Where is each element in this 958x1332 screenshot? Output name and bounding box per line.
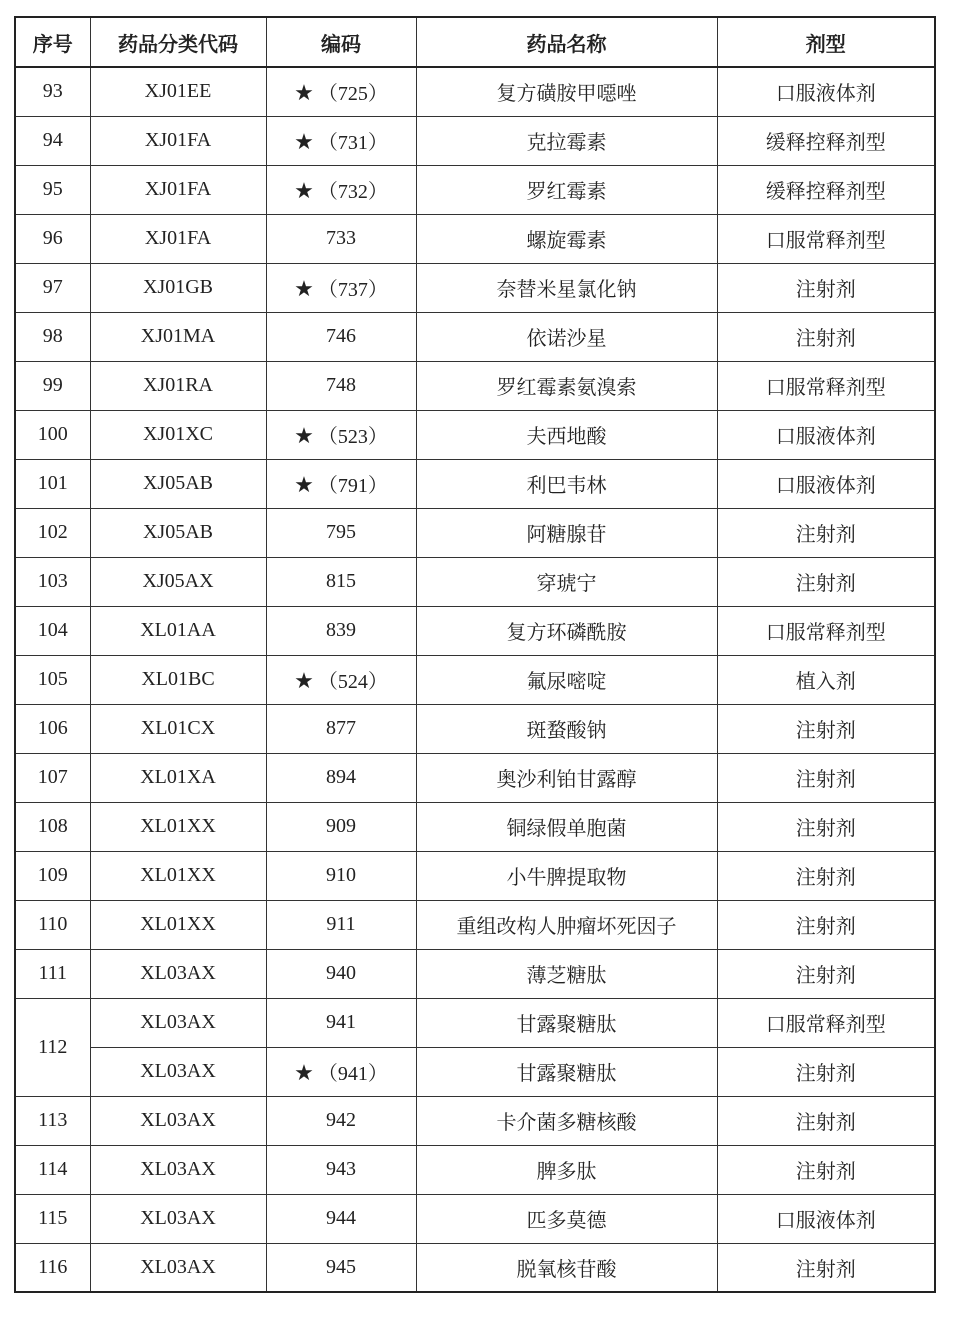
header-drug-name: 药品名称 <box>416 17 717 67</box>
code-value: 945 <box>326 1255 356 1278</box>
code-value: 944 <box>326 1207 356 1229</box>
cell-seq: 114 <box>15 1145 90 1194</box>
code-value: （725） <box>317 83 388 106</box>
cell-dosage-form: 注射剂 <box>717 1096 935 1145</box>
cell-class-code: XL01XX <box>90 900 266 949</box>
cell-class-code: XJ01EE <box>90 67 266 116</box>
cell-drug-name: 利巴韦林 <box>416 459 717 508</box>
table-row <box>15 1096 935 1145</box>
table-row <box>15 263 935 312</box>
cell-class-code: XJ05AX <box>90 557 266 606</box>
cell-dosage-form: 缓释控释剂型 <box>717 116 935 165</box>
code-value: 733 <box>326 227 356 249</box>
cell-drug-name: 甘露聚糖肽 <box>416 998 717 1047</box>
cell-dosage-form: 注射剂 <box>717 900 935 949</box>
cell-drug-name: 薄芝糖肽 <box>416 949 717 998</box>
code-value: 941 <box>326 1011 356 1033</box>
cell-dosage-form: 缓释控释剂型 <box>717 165 935 214</box>
table-row <box>15 312 935 361</box>
code-value: （731） <box>317 132 388 154</box>
code-value: （737） <box>317 279 388 301</box>
cell-class-code: XL03AX <box>90 949 266 998</box>
cell-drug-name: 斑蝥酸钠 <box>416 704 717 753</box>
table-row <box>15 557 935 606</box>
cell-seq: 103 <box>15 557 90 606</box>
cell-class-code: XL03AX <box>90 1145 266 1194</box>
table-row <box>15 655 935 704</box>
cell-code <box>266 753 416 802</box>
table-row <box>15 606 935 655</box>
cell-code <box>266 116 416 165</box>
cell-drug-name: 复方磺胺甲噁唑 <box>416 67 717 116</box>
cell-class-code: XL03AX <box>90 1096 266 1145</box>
cell-drug-name: 克拉霉素 <box>416 116 717 165</box>
cell-class-code: XJ01GB <box>90 263 266 312</box>
cell-drug-name: 螺旋霉素 <box>416 214 717 263</box>
header-code: 编码 <box>266 17 416 67</box>
table-row <box>15 1047 935 1096</box>
cell-dosage-form: 口服液体剂 <box>717 410 935 459</box>
code-value: 942 <box>326 1109 356 1131</box>
header-class-code: 药品分类代码 <box>90 17 266 67</box>
cell-code <box>266 851 416 900</box>
cell-seq: 95 <box>15 165 90 214</box>
table-row <box>15 704 935 753</box>
cell-code <box>266 312 416 361</box>
code-value: （524） <box>317 671 388 693</box>
cell-dosage-form: 注射剂 <box>717 949 935 998</box>
cell-dosage-form: 注射剂 <box>717 704 935 753</box>
table-body <box>15 67 935 1292</box>
cell-class-code: XJ01XC <box>90 410 266 459</box>
cell-seq: 113 <box>15 1096 90 1145</box>
cell-drug-name: 脾多肽 <box>416 1145 717 1194</box>
star-icon: ★ <box>294 1061 314 1086</box>
table-row <box>15 459 935 508</box>
cell-code <box>266 1096 416 1145</box>
cell-class-code: XJ05AB <box>90 508 266 557</box>
cell-dosage-form: 注射剂 <box>717 312 935 361</box>
cell-seq: 108 <box>15 802 90 851</box>
star-icon: ★ <box>294 81 314 107</box>
cell-seq: 109 <box>15 851 90 900</box>
star-icon: ★ <box>294 424 314 449</box>
cell-drug-name: 奥沙利铂甘露醇 <box>416 753 717 802</box>
cell-code <box>266 1243 416 1292</box>
cell-drug-name: 氟尿嘧啶 <box>416 655 717 704</box>
table-row <box>15 214 935 263</box>
cell-seq: 115 <box>15 1194 90 1243</box>
code-value: （732） <box>317 181 388 203</box>
cell-drug-name: 重组改构人肿瘤坏死因子 <box>416 900 717 949</box>
cell-class-code: XL03AX <box>90 998 266 1047</box>
cell-seq: 106 <box>15 704 90 753</box>
cell-drug-name: 小牛脾提取物 <box>416 851 717 900</box>
cell-code <box>266 655 416 704</box>
cell-drug-name: 夫西地酸 <box>416 410 717 459</box>
cell-code <box>266 508 416 557</box>
table-row <box>15 67 935 116</box>
cell-code <box>266 557 416 606</box>
code-value: （791） <box>317 475 388 497</box>
cell-class-code: XJ01MA <box>90 312 266 361</box>
cell-dosage-form: 口服液体剂 <box>717 459 935 508</box>
cell-class-code: XL01BC <box>90 655 266 704</box>
cell-dosage-form: 口服常释剂型 <box>717 214 935 263</box>
cell-drug-name: 复方环磷酰胺 <box>416 606 717 655</box>
code-value: 748 <box>326 374 356 396</box>
cell-dosage-form: 注射剂 <box>717 802 935 851</box>
code-value: （523） <box>317 426 388 448</box>
cell-code <box>266 263 416 312</box>
cell-dosage-form: 注射剂 <box>717 508 935 557</box>
code-value: 911 <box>326 913 356 935</box>
cell-dosage-form: 注射剂 <box>717 1047 935 1096</box>
cell-seq: 105 <box>15 655 90 704</box>
cell-code <box>266 410 416 459</box>
cell-code <box>266 361 416 410</box>
cell-drug-name: 奈替米星氯化钠 <box>416 263 717 312</box>
header-seq: 序号 <box>15 17 90 67</box>
cell-seq: 99 <box>15 361 90 410</box>
cell-drug-name: 甘露聚糖肽 <box>416 1047 717 1096</box>
cell-class-code: XJ01FA <box>90 214 266 263</box>
cell-class-code: XJ01FA <box>90 116 266 165</box>
cell-drug-name: 卡介菌多糖核酸 <box>416 1096 717 1145</box>
table-row <box>15 361 935 410</box>
cell-seq: 104 <box>15 606 90 655</box>
cell-dosage-form: 注射剂 <box>717 753 935 802</box>
cell-drug-name: 依诺沙星 <box>416 312 717 361</box>
cell-code <box>266 802 416 851</box>
code-value: 815 <box>326 570 356 592</box>
cell-seq: 102 <box>15 508 90 557</box>
star-icon: ★ <box>294 130 314 155</box>
table-row <box>15 802 935 851</box>
code-value: 910 <box>326 864 356 886</box>
table-row <box>15 165 935 214</box>
table-row <box>15 900 935 949</box>
code-value: 894 <box>326 766 356 788</box>
cell-class-code: XL01XA <box>90 753 266 802</box>
cell-class-code: XL01AA <box>90 606 266 655</box>
table-row <box>15 508 935 557</box>
code-value: （941） <box>317 1063 388 1085</box>
cell-drug-name: 罗红霉素氨溴索 <box>416 361 717 410</box>
table-row <box>15 753 935 802</box>
code-value: 943 <box>326 1158 356 1180</box>
cell-drug-name: 脱氧核苷酸 <box>416 1243 717 1292</box>
code-value: 877 <box>326 717 356 739</box>
drug-catalog-table <box>14 16 936 1293</box>
cell-dosage-form: 口服液体剂 <box>717 1194 935 1243</box>
table-row <box>15 116 935 165</box>
cell-seq: 111 <box>15 949 90 998</box>
cell-class-code: XL01CX <box>90 704 266 753</box>
cell-drug-name: 铜绿假单胞菌 <box>416 802 717 851</box>
header-dosage-form: 剂型 <box>717 17 935 67</box>
cell-code <box>266 606 416 655</box>
cell-code <box>266 1194 416 1243</box>
table-header <box>15 17 935 67</box>
cell-class-code: XL01XX <box>90 851 266 900</box>
cell-drug-name: 罗红霉素 <box>416 165 717 214</box>
star-icon: ★ <box>294 669 314 694</box>
cell-seq: 101 <box>15 459 90 508</box>
cell-class-code: XJ05AB <box>90 459 266 508</box>
cell-seq: 97 <box>15 263 90 312</box>
table-row <box>15 851 935 900</box>
cell-seq: 116 <box>15 1243 90 1292</box>
cell-dosage-form: 注射剂 <box>717 851 935 900</box>
cell-class-code: XJ01FA <box>90 165 266 214</box>
star-icon: ★ <box>294 473 314 498</box>
table-row <box>15 1243 935 1292</box>
cell-class-code: XL01XX <box>90 802 266 851</box>
cell-dosage-form: 注射剂 <box>717 1243 935 1292</box>
code-value: 795 <box>326 521 356 543</box>
cell-seq: 94 <box>15 116 90 165</box>
code-value: 940 <box>326 962 356 984</box>
table-row <box>15 410 935 459</box>
code-value: 909 <box>326 815 356 837</box>
cell-dosage-form: 口服常释剂型 <box>717 606 935 655</box>
cell-dosage-form: 注射剂 <box>717 1145 935 1194</box>
cell-dosage-form: 口服常释剂型 <box>717 998 935 1047</box>
table-row <box>15 1194 935 1243</box>
cell-code <box>266 67 416 116</box>
cell-dosage-form: 注射剂 <box>717 263 935 312</box>
cell-seq: 107 <box>15 753 90 802</box>
cell-code <box>266 1047 416 1096</box>
cell-dosage-form: 口服常释剂型 <box>717 361 935 410</box>
table-row <box>15 949 935 998</box>
cell-code <box>266 459 416 508</box>
cell-code <box>266 165 416 214</box>
cell-dosage-form: 植入剂 <box>717 655 935 704</box>
cell-class-code: XL03AX <box>90 1047 266 1096</box>
cell-class-code: XL03AX <box>90 1243 266 1292</box>
star-icon: ★ <box>294 179 314 204</box>
cell-dosage-form: 注射剂 <box>717 557 935 606</box>
code-value: 839 <box>326 619 356 641</box>
cell-seq: 93 <box>15 67 90 116</box>
cell-drug-name: 阿糖腺苷 <box>416 508 717 557</box>
cell-code <box>266 998 416 1047</box>
cell-code <box>266 949 416 998</box>
cell-code <box>266 704 416 753</box>
cell-seq: 110 <box>15 900 90 949</box>
cell-seq: 98 <box>15 312 90 361</box>
table-row <box>15 1145 935 1194</box>
cell-class-code: XJ01RA <box>90 361 266 410</box>
cell-seq: 100 <box>15 410 90 459</box>
cell-dosage-form: 口服液体剂 <box>717 67 935 116</box>
star-icon: ★ <box>294 277 314 302</box>
cell-class-code: XL03AX <box>90 1194 266 1243</box>
code-value: 746 <box>326 325 356 347</box>
cell-drug-name: 穿琥宁 <box>416 557 717 606</box>
cell-code <box>266 214 416 263</box>
cell-drug-name: 匹多莫德 <box>416 1194 717 1243</box>
cell-seq: 112 <box>15 998 90 1096</box>
table-row <box>15 998 935 1047</box>
cell-seq: 96 <box>15 214 90 263</box>
cell-code <box>266 900 416 949</box>
header-row <box>15 17 935 67</box>
cell-code <box>266 1145 416 1194</box>
